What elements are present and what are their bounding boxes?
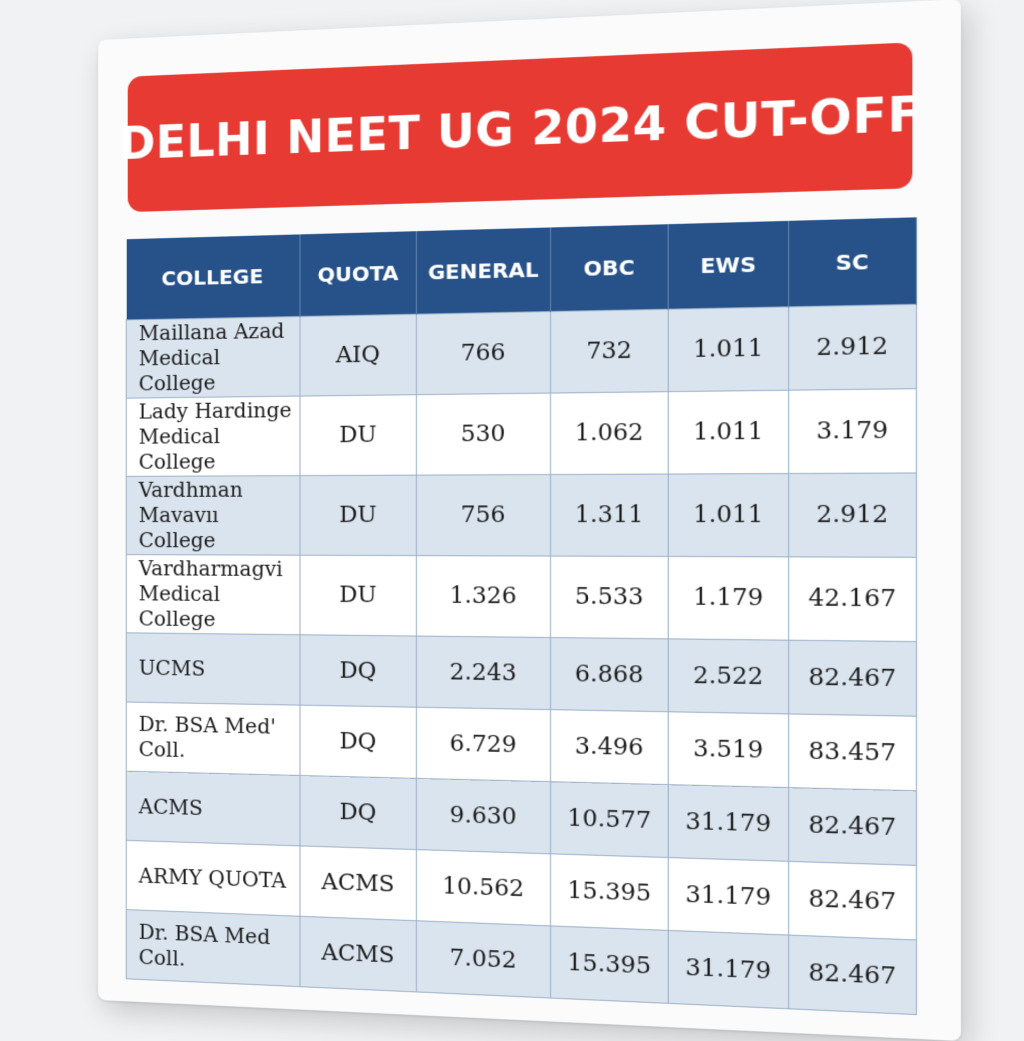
cell-college: Dr. BSA Med' Coll. bbox=[126, 702, 300, 776]
header-quota: QUOTA bbox=[300, 231, 416, 316]
cell-obc: 1.062 bbox=[551, 392, 669, 475]
cell-ews: 2.522 bbox=[668, 639, 788, 714]
cell-obc: 1.311 bbox=[551, 474, 669, 556]
cell-obc: 15.395 bbox=[551, 926, 669, 1003]
cell-ews: 1.179 bbox=[668, 556, 788, 640]
cell-sc: 82.467 bbox=[789, 861, 917, 940]
cell-sc: 42.167 bbox=[789, 557, 917, 642]
cell-ews: 1.011 bbox=[668, 390, 788, 474]
cell-general: 756 bbox=[416, 475, 550, 556]
cell-quota: DU bbox=[300, 475, 416, 555]
cell-quota: AIQ bbox=[300, 314, 416, 396]
cell-obc: 3.496 bbox=[551, 710, 669, 785]
cell-ews: 31.179 bbox=[668, 858, 788, 936]
cell-general: 766 bbox=[416, 312, 550, 395]
cell-quota: ACMS bbox=[300, 846, 416, 921]
cell-general: 530 bbox=[416, 393, 550, 475]
cell-college: UCMS bbox=[126, 633, 300, 705]
table-row bbox=[126, 389, 916, 477]
table-row bbox=[126, 555, 916, 642]
cell-quota: DU bbox=[300, 395, 416, 476]
cell-ews: 1.011 bbox=[668, 307, 788, 392]
cell-obc: 15.395 bbox=[551, 854, 669, 931]
cell-obc: 732 bbox=[551, 309, 669, 393]
cell-college: Lady Hardinge Medical College bbox=[126, 396, 300, 476]
cell-ews: 31.179 bbox=[668, 930, 788, 1008]
cell-obc: 10.577 bbox=[551, 782, 669, 858]
table-row bbox=[126, 473, 916, 557]
cell-ews: 1.011 bbox=[668, 474, 788, 557]
cell-sc: 2.912 bbox=[789, 304, 917, 390]
cell-sc: 82.467 bbox=[789, 640, 917, 716]
cell-sc: 83.457 bbox=[789, 714, 917, 791]
cell-sc: 2.912 bbox=[789, 473, 917, 557]
cell-general: 10.562 bbox=[416, 850, 550, 926]
cell-college: ACMS bbox=[126, 771, 300, 846]
cell-general: 6.729 bbox=[416, 707, 550, 782]
cell-obc: 6.868 bbox=[551, 638, 669, 712]
cell-college: Vardhman Mavavıı College bbox=[126, 476, 300, 556]
cell-obc: 5.533 bbox=[551, 556, 669, 639]
cell-college: ARMY QUOTA bbox=[126, 840, 300, 916]
cell-quota: DQ bbox=[300, 705, 416, 778]
header-obc: OBC bbox=[551, 224, 669, 311]
cell-general: 9.630 bbox=[416, 778, 550, 853]
table-row bbox=[126, 304, 916, 398]
header-general: GENERAL bbox=[416, 227, 550, 314]
title-banner bbox=[118, 42, 923, 212]
cell-college: Dr. BSA Med Coll. bbox=[126, 910, 300, 987]
cell-quota: DU bbox=[300, 555, 416, 636]
cell-ews: 3.519 bbox=[668, 712, 788, 788]
cell-college: Maillana Azad Medical College bbox=[126, 317, 300, 399]
page-title: DELHI NEET UG 2024 CUT-OFF bbox=[118, 87, 923, 171]
cell-ews: 31.179 bbox=[668, 785, 788, 862]
cell-sc: 82.467 bbox=[789, 788, 917, 866]
cell-college: Vardharmagvi Medical College bbox=[126, 555, 300, 635]
header-ews: EWS bbox=[668, 221, 788, 309]
cutoff-board bbox=[98, 0, 961, 1041]
header-sc: SC bbox=[789, 217, 917, 307]
header-college: COLLEGE bbox=[126, 234, 300, 320]
cell-sc: 82.467 bbox=[789, 935, 917, 1015]
cell-sc: 3.179 bbox=[789, 389, 917, 474]
cell-general: 7.052 bbox=[416, 921, 550, 998]
cell-quota: DQ bbox=[300, 776, 416, 850]
table-header-row bbox=[126, 217, 916, 320]
cell-general: 2.243 bbox=[416, 636, 550, 710]
cutoff-table bbox=[126, 217, 917, 1015]
cell-general: 1.326 bbox=[416, 556, 550, 638]
cell-quota: ACMS bbox=[300, 916, 416, 992]
cell-quota: DQ bbox=[300, 635, 416, 707]
